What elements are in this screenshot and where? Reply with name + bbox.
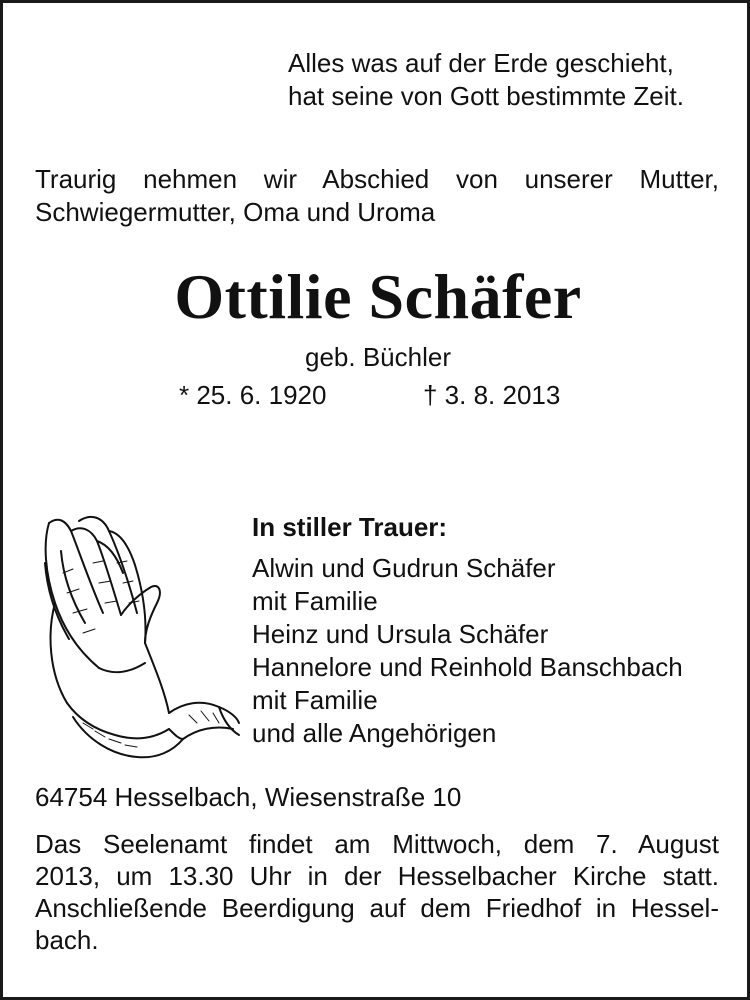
- birth-date: * 25. 6. 1920: [179, 380, 327, 410]
- mourner-line: Hannelore und Reinhold Banschbach: [252, 652, 683, 682]
- mourners-block: [252, 511, 683, 750]
- mourner-line: Heinz und Ursula Schäfer: [252, 619, 549, 649]
- service-line: Das Seelenamt findet am Mittwoch, dem 7. August: [35, 829, 719, 859]
- mourner-line: Alwin und Gudrun Schäfer: [252, 553, 556, 583]
- mourners-heading: In stiller Trauer:: [252, 512, 448, 542]
- service-line: bach.: [35, 925, 99, 955]
- deceased-name: Ottilie Schäfer: [174, 261, 582, 332]
- praying-hands-icon: [33, 503, 243, 763]
- quote-line-1: Alles was auf der Erde geschieht,: [288, 48, 674, 78]
- mourner-line: mit Familie: [252, 685, 378, 715]
- mourner-line: und alle Angehörigen: [252, 718, 497, 748]
- service-line: 2013, um 13.30 Uhr in der Hesselbacher Kirche statt.: [35, 861, 719, 891]
- bible-quote: [288, 47, 684, 113]
- funeral-service-info: [35, 828, 719, 956]
- death-date: † 3. 8. 2013: [423, 380, 561, 410]
- family-address: 64754 Hesselbach, Wiesenstraße 10: [35, 782, 462, 812]
- service-line: Anschließende Beerdigung auf dem Friedhof in Hessel-: [35, 893, 719, 923]
- intro-line-1: Traurig nehmen wir Abschied von unserer Mutter,: [35, 164, 719, 194]
- maiden-name: geb. Büchler: [305, 342, 451, 372]
- quote-line-2: hat seine von Gott bestimmte Zeit.: [288, 81, 684, 111]
- intro-line-2: Schwiegermutter, Oma und Uroma: [35, 197, 436, 227]
- intro-text: [35, 163, 719, 229]
- mourner-line: mit Familie: [252, 586, 378, 616]
